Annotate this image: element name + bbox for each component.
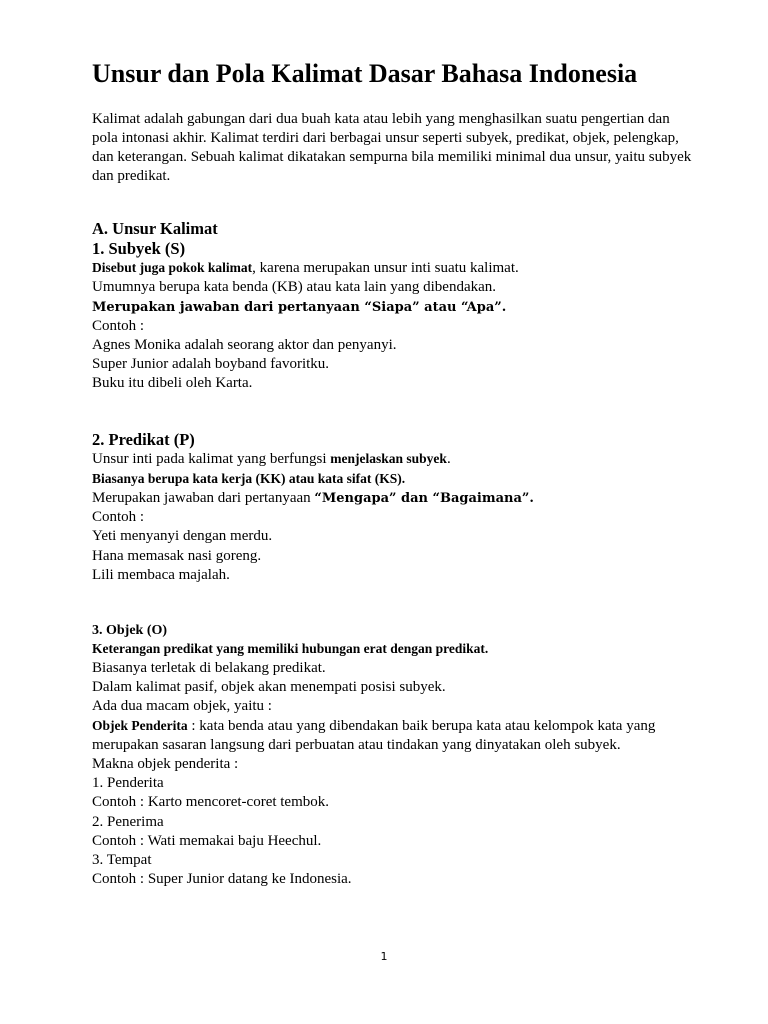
section-a-heading: A. Unsur Kalimat xyxy=(92,219,218,239)
subyek-line-1-bold: Disebut juga pokok kalimat xyxy=(92,260,253,276)
objek-line-4: Ada dua macam objek, yaitu : xyxy=(92,697,272,714)
objek-line-2: Biasanya terletak di belakang predikat. xyxy=(92,659,326,676)
predikat-line-3 xyxy=(92,489,692,508)
page-title: Unsur dan Pola Kalimat Dasar Bahasa Indonesia xyxy=(92,59,638,88)
document-page xyxy=(92,58,692,889)
predikat-example: Yeti menyanyi dengan merdu. xyxy=(92,528,273,545)
objek-item: 1. Penderita xyxy=(92,775,164,792)
predikat-line-1-end: . xyxy=(446,451,451,468)
predikat-line-3-bold: “Mengapa” dan “Bagaimana”. xyxy=(314,491,534,507)
subyek-contoh-label: Contoh : xyxy=(92,317,145,334)
predikat-line-1 xyxy=(92,449,692,469)
objek-item: Contoh : Karto mencoret-coret tembok. xyxy=(92,794,330,811)
subyek-heading: 1. Subyek (S) xyxy=(92,239,186,259)
objek-section xyxy=(92,622,692,889)
objek-item: Contoh : Wati memakai baju Heechul. xyxy=(92,832,322,849)
predikat-line-1-start: Unsur inti pada kalimat yang berfungsi xyxy=(92,451,331,468)
subyek-example: Agnes Monika adalah seorang aktor dan penyanyi. xyxy=(92,336,397,353)
predikat-example: Lili membaca majalah. xyxy=(92,566,230,583)
intro-paragraph: Kalimat adalah gabungan dari dua buah kata atau lebih yang menghasilkan suatu pengertian dan pola intonasi akhir. Kalimat terdiri dari berbagai unsur seperti subyek, predikat, objek, pelengkap, dan keterangan. Sebuah kalimat dikatakan sempurna bila memiliki minimal dua unsur, yaitu subyek dan predikat. xyxy=(92,111,692,185)
predikat-line-2 xyxy=(92,469,692,489)
subyek-section xyxy=(92,239,692,393)
predikat-line-3-start: Merupakan jawaban dari pertanyaan xyxy=(92,490,315,507)
subyek-line-1-rest: , karena merupakan unsur inti suatu kalimat. xyxy=(252,260,519,277)
page-number: 1 xyxy=(380,950,388,963)
objek-item: 3. Tempat xyxy=(92,851,152,868)
spacer xyxy=(92,393,692,430)
spacer xyxy=(92,585,692,622)
predikat-line-1-bold: menjelaskan subyek xyxy=(330,451,447,467)
objek-line-1 xyxy=(92,639,692,659)
objek-heading: 3. Objek (O) xyxy=(92,622,168,638)
predikat-example: Hana memasak nasi goreng. xyxy=(92,547,262,564)
objek-penderita-text: : kata benda atau yang dibendakan baik berupa kata atau kelompok kata yang merupakan sasaran langsung dari perbuatan atau tindakan yang dinyatakan oleh subyek. xyxy=(92,718,656,754)
predikat-heading: 2. Predikat (P) xyxy=(92,430,195,450)
objek-line-1-text: Keterangan predikat yang memiliki hubungan erat dengan predikat. xyxy=(92,640,489,656)
objek-makna-label: Makna objek penderita : xyxy=(92,756,239,773)
predikat-contoh-label: Contoh : xyxy=(92,509,145,526)
objek-line-3: Dalam kalimat pasif, objek akan menempati posisi subyek. xyxy=(92,678,446,695)
predikat-section xyxy=(92,430,692,585)
subyek-line-3-text: Merupakan jawaban dari pertanyaan “Siapa” atau “Apa”. xyxy=(92,299,507,315)
objek-item: 2. Penerima xyxy=(92,813,164,830)
objek-penderita-label: Objek Penderita xyxy=(92,718,188,734)
predikat-line-2-text: Biasanya berupa kata kerja (KK) atau kata sifat (KS). xyxy=(92,471,406,487)
subyek-line-1 xyxy=(92,258,692,278)
subyek-line-2: Umumnya berupa kata benda (KB) atau kata lain yang dibendakan. xyxy=(92,279,497,296)
objek-item: Contoh : Super Junior datang ke Indonesia. xyxy=(92,870,352,887)
subyek-example: Super Junior adalah boyband favoritku. xyxy=(92,355,330,372)
objek-penderita-paragraph xyxy=(92,716,692,755)
subyek-example: Buku itu dibeli oleh Karta. xyxy=(92,374,253,391)
subyek-line-3 xyxy=(92,298,692,317)
